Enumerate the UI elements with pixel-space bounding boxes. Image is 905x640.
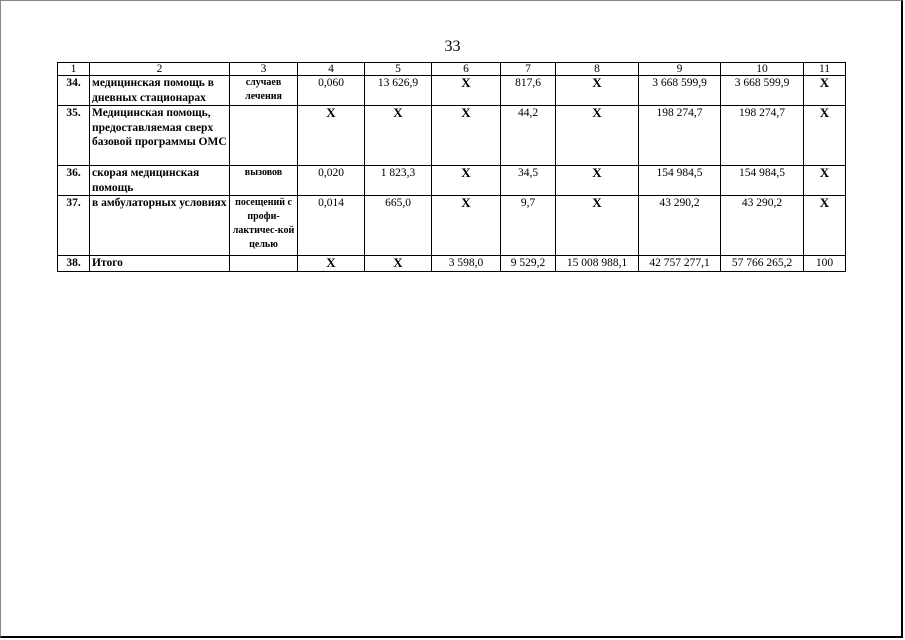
column-number: 4: [298, 63, 365, 76]
row-number: 37.: [58, 196, 90, 256]
data-table: [57, 62, 846, 272]
cell-col8: Х: [556, 196, 639, 256]
cell-col6: Х: [432, 106, 501, 166]
cell-col5: 1 823,3: [365, 166, 432, 196]
cell-col6: Х: [432, 196, 501, 256]
cell-col9: 43 290,2: [639, 196, 721, 256]
column-number: 3: [230, 63, 298, 76]
cell-col7: 44,2: [501, 106, 556, 166]
cell-col10: 57 766 265,2: [721, 256, 804, 272]
table-row: [58, 76, 846, 106]
row-name: Итого: [90, 256, 230, 272]
column-number: 10: [721, 63, 804, 76]
table-row: [58, 166, 846, 196]
cell-col11: 100: [804, 256, 846, 272]
cell-col5: 13 626,9: [365, 76, 432, 106]
row-unit: вызовов: [230, 166, 298, 196]
cell-col6: Х: [432, 76, 501, 106]
cell-col7: 34,5: [501, 166, 556, 196]
row-name: в амбулаторных условиях: [90, 196, 230, 256]
column-number: 9: [639, 63, 721, 76]
cell-col11: Х: [804, 106, 846, 166]
cell-col11: Х: [804, 166, 846, 196]
table-row-total: [58, 256, 846, 272]
row-number: 34.: [58, 76, 90, 106]
column-number: 2: [90, 63, 230, 76]
cell-col7: 9,7: [501, 196, 556, 256]
row-number: 35.: [58, 106, 90, 166]
cell-col9: 198 274,7: [639, 106, 721, 166]
cell-col4: 0,020: [298, 166, 365, 196]
column-number: 6: [432, 63, 501, 76]
cell-col5: 665,0: [365, 196, 432, 256]
cell-col8: Х: [556, 76, 639, 106]
page-number: 33: [444, 38, 461, 55]
row-name: Медицинская помощь, предоставляемая сверх базовой программы ОМС: [90, 106, 230, 166]
column-number: 1: [58, 63, 90, 76]
cell-col4: Х: [298, 106, 365, 166]
row-unit: [230, 256, 298, 272]
row-name: скорая медицинская помощь: [90, 166, 230, 196]
cell-col8: 15 008 988,1: [556, 256, 639, 272]
cell-col9: 3 668 599,9: [639, 76, 721, 106]
cell-col5: Х: [365, 106, 432, 166]
column-number: 11: [804, 63, 846, 76]
cell-col5: Х: [365, 256, 432, 272]
cell-col6: 3 598,0: [432, 256, 501, 272]
cell-col9: 42 757 277,1: [639, 256, 721, 272]
cell-col10: 198 274,7: [721, 106, 804, 166]
row-unit: случаев лечения: [230, 76, 298, 106]
table-row: [58, 106, 846, 166]
cell-col4: 0,060: [298, 76, 365, 106]
cell-col11: Х: [804, 76, 846, 106]
column-number: 5: [365, 63, 432, 76]
row-unit: [230, 106, 298, 166]
cell-col9: 154 984,5: [639, 166, 721, 196]
cell-col8: Х: [556, 106, 639, 166]
cell-col11: Х: [804, 196, 846, 256]
cell-col10: 154 984,5: [721, 166, 804, 196]
column-number: 7: [501, 63, 556, 76]
row-unit: посещений с профи-лактичес-кой целью: [230, 196, 298, 256]
cell-col10: 3 668 599,9: [721, 76, 804, 106]
table-row: [58, 196, 846, 256]
row-number: 36.: [58, 166, 90, 196]
cell-col6: Х: [432, 166, 501, 196]
cell-col8: Х: [556, 166, 639, 196]
cell-col7: 817,6: [501, 76, 556, 106]
row-number: 38.: [58, 256, 90, 272]
cell-col7: 9 529,2: [501, 256, 556, 272]
column-number-row: [58, 63, 846, 76]
cell-col4: Х: [298, 256, 365, 272]
cell-col4: 0,014: [298, 196, 365, 256]
row-name: медицинская помощь в дневных стационарах: [90, 76, 230, 106]
cell-col10: 43 290,2: [721, 196, 804, 256]
column-number: 8: [556, 63, 639, 76]
